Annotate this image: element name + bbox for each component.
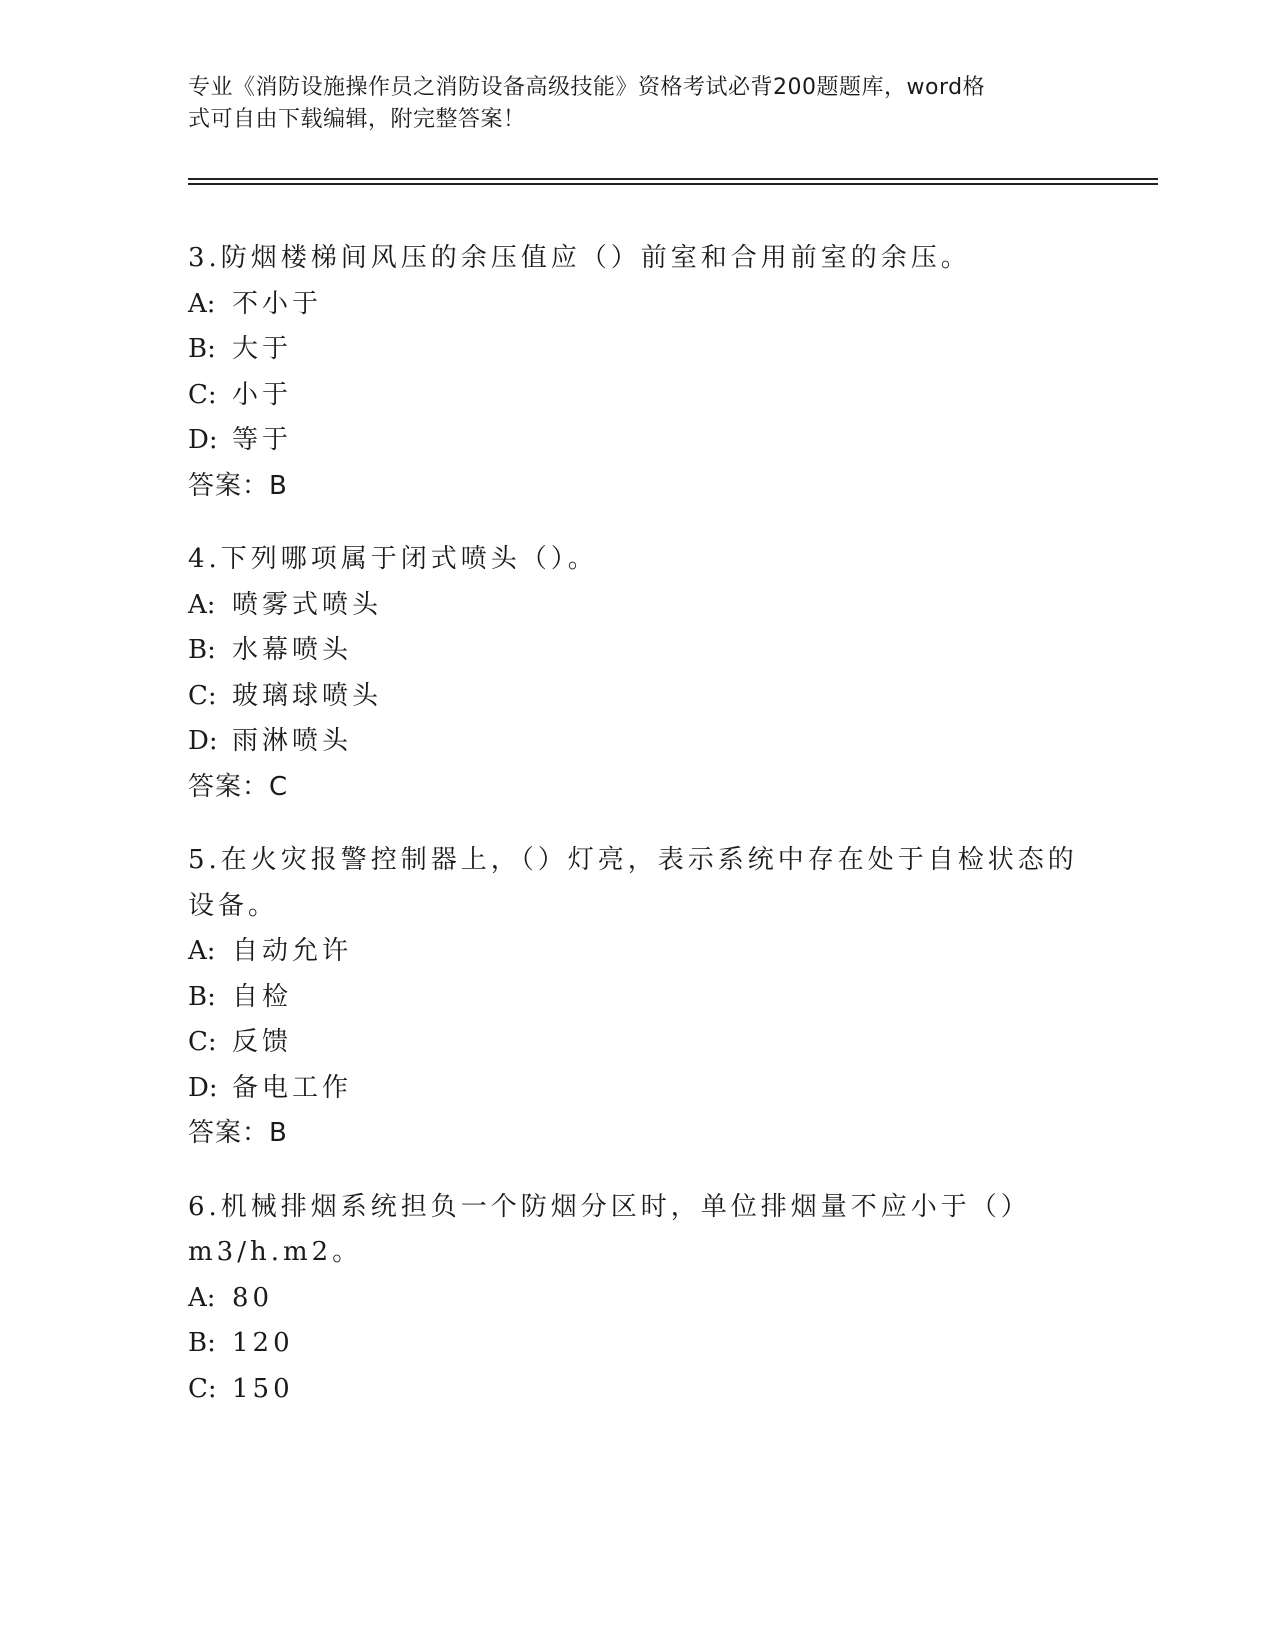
option-key: A: [188, 589, 216, 620]
question-option [188, 975, 1108, 1021]
option-key: B: [188, 981, 216, 1012]
option-text: 玻璃球喷头 [232, 680, 383, 711]
question-option [188, 1367, 1108, 1413]
option-text: 大于 [232, 334, 293, 364]
question-option [188, 1020, 1108, 1066]
option-key: C: [188, 1373, 217, 1404]
option-key: A: [188, 936, 216, 966]
option-key: C: [188, 680, 217, 711]
option-text: 150 [232, 1373, 294, 1404]
option-key: D: [188, 726, 218, 756]
option-text: 小于 [232, 379, 293, 410]
option-key: B: [188, 1328, 216, 1358]
option-key: A: [188, 1282, 216, 1313]
question-item [188, 537, 1108, 810]
question-stem: 6.机械排烟系统担负一个防烟分区时，单位排烟量不应小于（） [188, 1191, 1031, 1222]
question-stem: 设备。 [188, 890, 279, 921]
question-answer: 答案：C [188, 771, 289, 802]
question-answer: 答案：B [188, 470, 288, 501]
option-key: B: [188, 334, 216, 364]
question-option [188, 282, 1108, 328]
question-option [188, 628, 1108, 674]
option-key: C: [188, 1027, 217, 1057]
question-item [188, 838, 1108, 1157]
option-text: 不小于 [232, 288, 323, 319]
option-text: 80 [232, 1282, 274, 1313]
question-item [188, 236, 1108, 509]
option-text: 水幕喷头 [232, 635, 353, 665]
option-text: 备电工作 [232, 1072, 353, 1103]
option-text: 自动允许 [232, 936, 353, 966]
question-option [188, 929, 1108, 975]
option-key: D: [188, 425, 218, 455]
question-item [188, 1185, 1108, 1413]
question-stem: 4.下列哪项属于闭式喷头（）。 [188, 544, 598, 574]
question-stem: 3.防烟楼梯间风压的余压值应（）前室和合用前室的余压。 [188, 243, 971, 273]
header-divider-bottom [188, 183, 1158, 185]
question-option [188, 327, 1108, 373]
question-option [188, 1321, 1108, 1367]
option-key: D: [188, 1072, 218, 1103]
question-option [188, 373, 1108, 419]
question-list [188, 236, 1108, 1440]
header-title-line-2: 式可自由下载编辑，附完整答案！ [188, 107, 526, 132]
document-header [188, 72, 1078, 136]
option-text: 反馈 [232, 1027, 293, 1057]
option-text: 喷雾式喷头 [232, 589, 383, 620]
question-stem: 5.在火灾报警控制器上，（）灯亮，表示系统中存在处于自检状态的 [188, 845, 1078, 875]
option-text: 等于 [232, 425, 293, 455]
question-option [188, 418, 1108, 464]
option-text: 自检 [232, 981, 293, 1012]
option-text: 120 [232, 1328, 294, 1358]
option-key: A: [188, 288, 216, 319]
question-stem: m3/h.m2。 [188, 1237, 363, 1267]
question-option [188, 674, 1108, 720]
header-divider-top [188, 178, 1158, 180]
option-key: C: [188, 379, 217, 410]
option-text: 雨淋喷头 [232, 726, 353, 756]
question-option [188, 583, 1108, 629]
question-answer: 答案：B [188, 1118, 288, 1148]
question-option [188, 1066, 1108, 1112]
question-option [188, 719, 1108, 765]
header-title-line-1: 专业《消防设施操作员之消防设备高级技能》资格考试必背200题题库，word格 [188, 75, 986, 100]
option-key: B: [188, 635, 216, 665]
question-option [188, 1276, 1108, 1322]
